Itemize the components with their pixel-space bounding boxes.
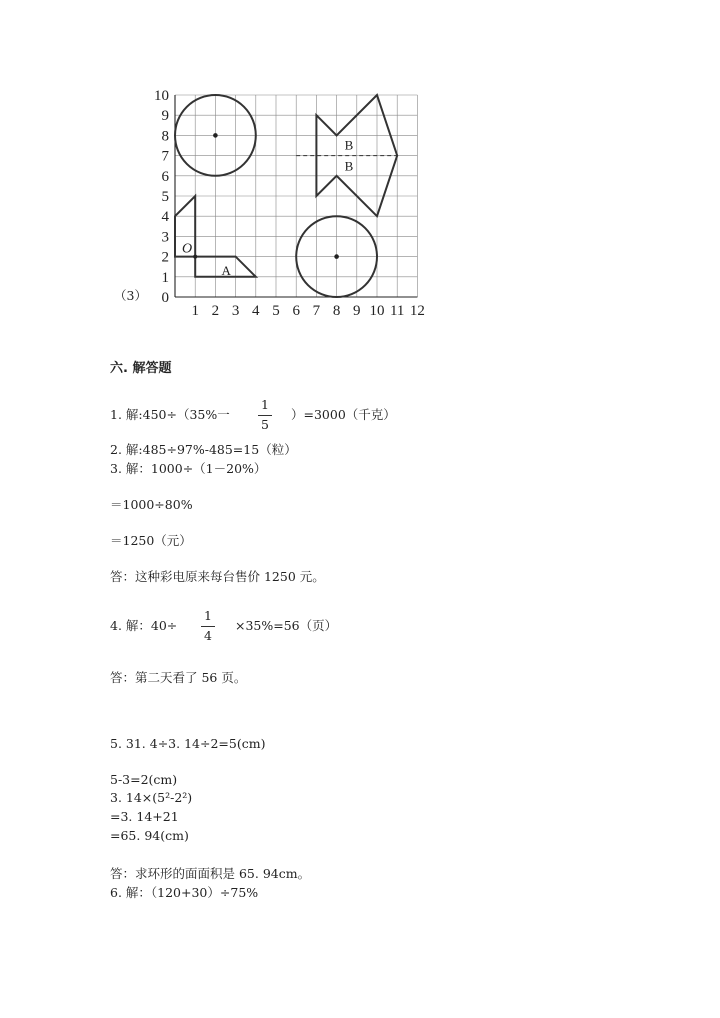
q4-fraction (201, 610, 215, 642)
q3-line1: 3. 解：1000÷（1－20%） (110, 461, 267, 476)
q6-line: 6. 解：（120+30）÷75% (110, 885, 259, 900)
y-tick-label: 6 (161, 168, 169, 185)
q4-frac-num: 1 (204, 608, 212, 623)
q1-frac-den: 5 (261, 416, 269, 432)
q4-suffix: ×35%=56（页） (235, 618, 338, 633)
q5-line2: 5-3=2(cm) (110, 772, 178, 787)
q1-suffix: ）=3000（千克） (291, 407, 396, 422)
fraction-bar (258, 415, 272, 416)
q1-fraction (258, 399, 272, 431)
label-B-top: B (344, 137, 354, 153)
q3-answer: 答：这种彩电原来每台售价 1250 元。 (110, 569, 325, 584)
x-tick-label: 1 (191, 303, 199, 319)
x-tick-label: 8 (332, 303, 341, 319)
label-O: O (182, 241, 193, 257)
y-tick-labels (154, 88, 170, 306)
center-dot-lower (334, 254, 339, 259)
x-tick-labels (191, 303, 424, 319)
y-tick-label: 2 (161, 249, 169, 266)
x-tick-label: 9 (353, 303, 361, 319)
y-tick-label: 3 (161, 229, 169, 246)
x-tick-label: 4 (252, 303, 260, 319)
q1-frac-num: 1 (261, 397, 269, 412)
x-tick-label: 6 (292, 303, 300, 319)
coordinate-grid-figure (140, 88, 440, 320)
x-tick-label: 12 (409, 303, 425, 319)
label-B-bottom: B (344, 158, 354, 174)
y-tick-label: 10 (154, 88, 169, 104)
q4-prefix: 4. 解：40÷ (110, 618, 178, 633)
x-tick-label: 10 (369, 303, 385, 319)
section-title: 六. 解答题 (110, 361, 172, 376)
x-tick-label: 7 (312, 303, 321, 319)
q5-line4: =3. 14+21 (110, 809, 179, 824)
y-tick-label: 5 (161, 189, 169, 205)
q5-line1: 5. 31. 4÷3. 14÷2=5(cm) (110, 736, 266, 751)
q3-line2: ＝1000÷80% (110, 497, 193, 512)
y-tick-label: 9 (161, 108, 169, 125)
q4-answer: 答：第二天看了 56 页。 (110, 670, 247, 685)
label-A: A (221, 262, 231, 278)
q5-line3: 3. 14×(5²-2²) (110, 790, 193, 805)
q4-frac-den: 4 (204, 627, 212, 643)
x-tick-label: 2 (211, 303, 220, 319)
x-tick-label: 5 (272, 303, 280, 319)
part-label: （3） (114, 288, 147, 303)
q2-line: 2. 解:485÷97%-485=15（粒） (110, 442, 297, 457)
y-tick-label: 1 (161, 269, 169, 286)
x-tick-label: 3 (231, 303, 240, 319)
y-tick-label: 7 (161, 148, 169, 165)
y-tick-label: 0 (161, 290, 169, 306)
fraction-bar (201, 626, 215, 627)
center-dot-upper (213, 133, 218, 138)
grid-lines (175, 95, 417, 297)
q5-answer: 答：求环形的面面积是 65. 94cm。 (110, 866, 311, 881)
x-tick-label: 11 (389, 303, 405, 319)
q5-line5: =65. 94(cm) (110, 828, 189, 843)
q1-prefix: 1. 解:450÷（35%一 (110, 407, 230, 422)
y-tick-label: 4 (161, 209, 169, 226)
point-O (193, 255, 197, 259)
y-tick-label: 8 (161, 128, 169, 145)
q3-line3: ＝1250（元） (110, 533, 192, 548)
